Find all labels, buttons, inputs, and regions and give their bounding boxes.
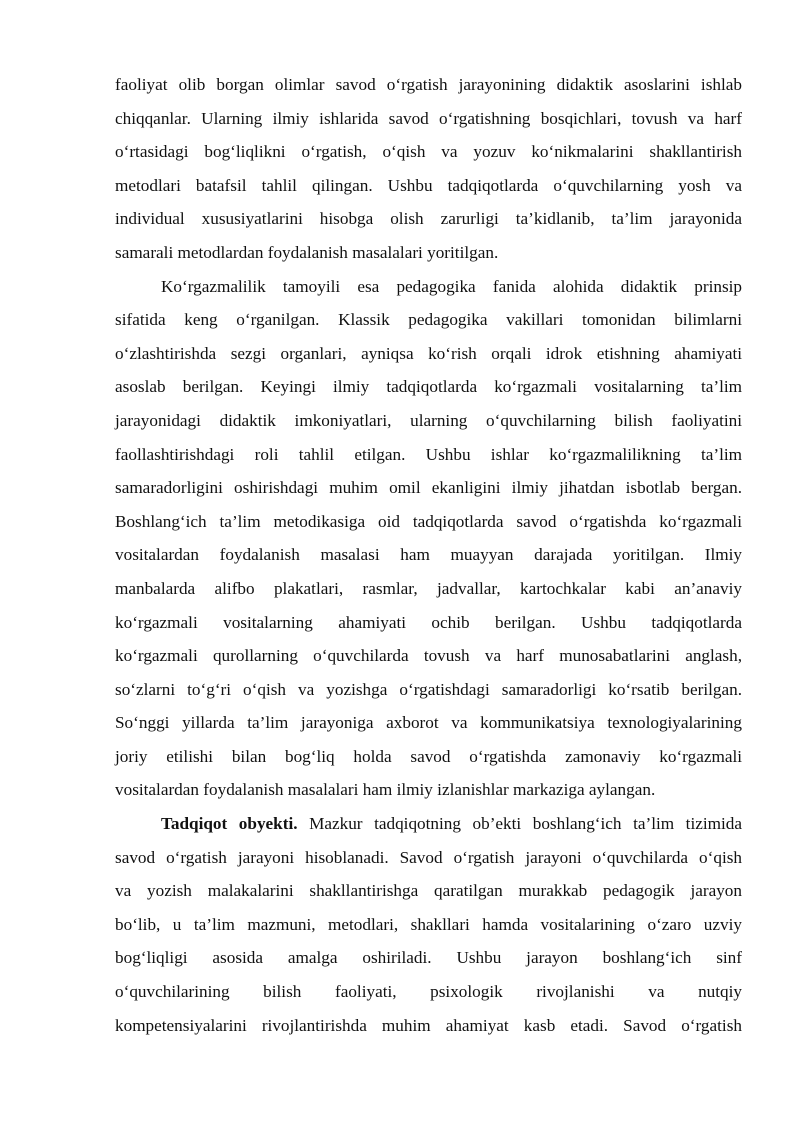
text-line: vositalardan foydalanish masalalari ham ilmiy izlanishlar markaziga aylangan. — [115, 780, 656, 800]
heading-continuation: Mazkur tadqiqotning ob’ekti boshlang‘ich ta’lim tizimida — [297, 814, 742, 834]
text-line: manbalarda alifbo plakatlari, rasmlar, jadvallar, kartochkalar kabi an’anaviy — [115, 578, 742, 598]
text-line: so‘zlarni to‘g‘ri o‘qish va yozishga o‘rgatishdagi samaradorligi ko‘rsatib berilgan. — [115, 679, 742, 699]
text-line: jarayonidagi didaktik imkoniyatlari, ularning o‘quvchilarning bilish faoliyatini — [115, 410, 742, 430]
text-line: ko‘rgazmali qurollarning o‘quvchilarda tovush va harf munosabatlarini anglash, — [115, 646, 742, 666]
text-line: ko‘rgazmali vositalarning ahamiyati ochib berilgan. Ushbu tadqiqotlarda — [115, 612, 742, 632]
text-line: sifatida keng o‘rganilgan. Klassik pedagogika vakillari tomonidan bilimlarni — [115, 310, 742, 330]
text-line: samaradorligini oshirishdagi muhim omil ekanligini ilmiy jihatdan isbotlab bergan. — [115, 478, 742, 498]
text-line: o‘rtasidagi bog‘liqlikni o‘rgatish, o‘qish va yozuv ko‘nikmalarini shakllantirish — [115, 142, 742, 162]
text-line — [115, 807, 742, 841]
paragraph-3 — [115, 807, 742, 1042]
text-line: savod o‘rgatish jarayoni hisoblanadi. Savod o‘rgatish jarayoni o‘quvchilarda o‘qish — [115, 847, 742, 867]
text-line: joriy etilishi bilan bog‘liq holda savod o‘rgatishda zamonaviy ko‘rgazmali — [115, 746, 742, 766]
text-line: So‘nggi yillarda ta’lim jarayoniga axborot va kommunikatsiya texnologiyalarining — [115, 713, 742, 733]
text-line: Ko‘rgazmalilik tamoyili esa pedagogika fanida alohida didaktik prinsip — [161, 276, 742, 296]
text-line: bo‘lib, u ta’lim mazmuni, metodlari, shakllari hamda vositalarining o‘zaro uzviy — [115, 914, 742, 934]
text-line: individual xususiyatlarini hisobga olish zarurligi ta’kidlanib, ta’lim jarayonida — [115, 209, 742, 229]
text-line: kompetensiyalarini rivojlantirishda muhim ahamiyat kasb etadi. Savod o‘rgatish — [115, 1015, 742, 1035]
text-line: samarali metodlardan foydalanish masalalari yoritilgan. — [115, 242, 499, 262]
text-line: asoslab berilgan. Keyingi ilmiy tadqiqotlarda ko‘rgazmali vositalarning ta’lim — [115, 377, 742, 397]
paragraph-2 — [115, 270, 742, 808]
text-line: chiqqanlar. Ularning ilmiy ishlarida savod o‘rgatishning bosqichlari, tovush va harf — [115, 108, 742, 128]
text-line: Boshlang‘ich ta’lim metodikasiga oid tadqiqotlarda savod o‘rgatishda ko‘rgazmali — [115, 511, 742, 531]
text-line: o‘zlashtirishda sezgi organlari, ayniqsa ko‘rish orqali idrok etishning ahamiyati — [115, 343, 742, 363]
text-line: vositalardan foydalanish masalasi ham muayyan darajada yoritilgan. Ilmiy — [115, 545, 742, 565]
paragraph-1 — [115, 68, 742, 270]
text-line: va yozish malakalarini shakllantirishga qaratilgan murakkab pedagogik jarayon — [115, 881, 742, 901]
section-heading: Tadqiqot obyekti. — [161, 814, 298, 834]
text-line: bog‘liqligi asosida amalga oshiriladi. Ushbu jarayon boshlang‘ich sinf — [115, 948, 742, 968]
text-line: faollashtirishdagi roli tahlil etilgan. Ushbu ishlar ko‘rgazmalilikning ta’lim — [115, 444, 742, 464]
text-line: faoliyat olib borgan olimlar savod o‘rgatish jarayonining didaktik asoslarini ishlab — [115, 75, 742, 94]
text-line: metodlari batafsil tahlil qilingan. Ushbu tadqiqotlarda o‘quvchilarning yosh va — [115, 175, 742, 195]
document-page — [115, 68, 742, 1042]
text-line: o‘quvchilarining bilish faoliyati, psixologik rivojlanishi va nutqiy — [115, 982, 742, 1002]
